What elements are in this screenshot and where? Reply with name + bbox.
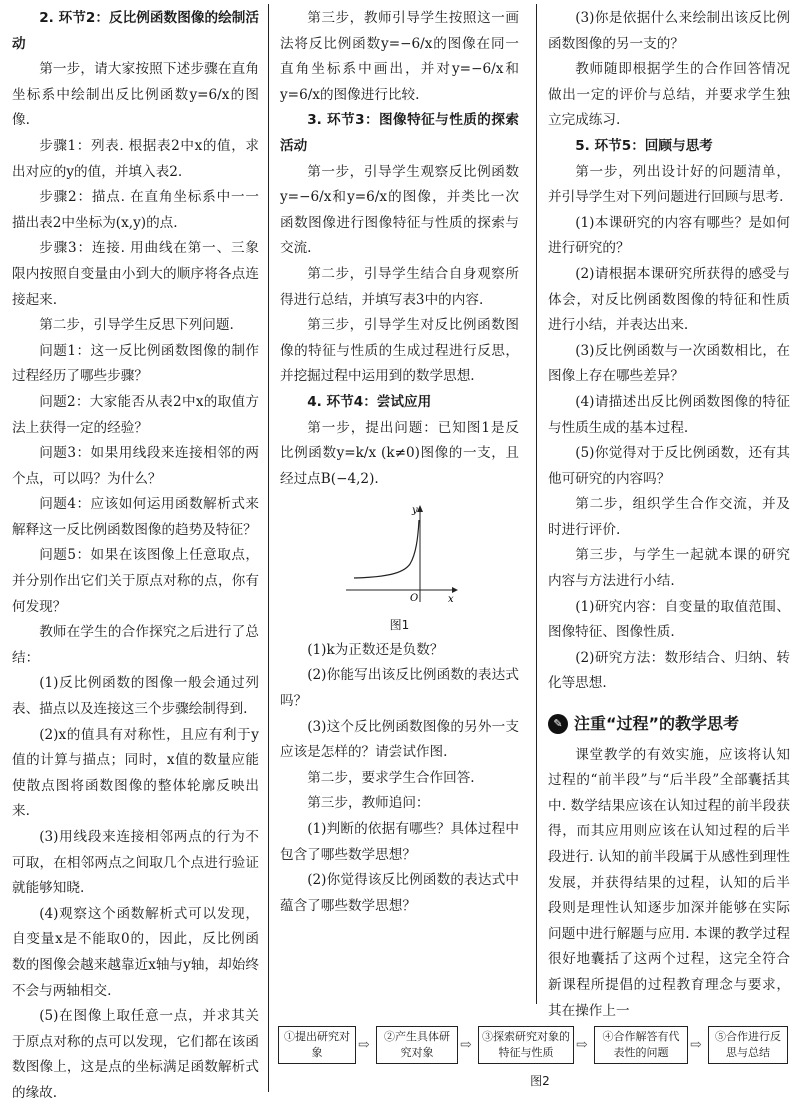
paragraph: 课堂教学的有效实施，应该将认知过程的“前半段”与“后半段”全部囊括其中. 数学结果应该在认知过程的前半段获得，而其应用则应该在认知过程的后半段进行. 认知的前半段属于从感性到理性发展，并获得结果的过程，认知的后半段则是理性认知逐步加深并能够在实际问题中进行解题与应用. 本课的教学过程很好地囊括了这两个过程，这完全符合新课程所提倡的过程教育理念与要求，其在操作上一: [548, 746, 790, 1019]
section-heading-text: 注重“过程”的教学思考: [574, 714, 740, 734]
subsection-heading: 3. 环节3：图像特征与性质的探索活动: [280, 112, 519, 154]
paragraph: 第三步，教师引导学生按照这一画法将反比例函数y=−6/x的图像在同一直角坐标系中画出，并对y=−6/x和y=6/x的图像进行比较.: [280, 10, 519, 103]
flow-step-1: ①提出研究对象: [278, 1026, 356, 1064]
paragraph: 第二步，要求学生合作回答.: [307, 769, 475, 786]
paragraph: 第二步，引导学生结合自身观察所得进行总结，并填写表3中的内容.: [280, 265, 519, 308]
paragraph: 第一步，请大家按照下述步骤在直角坐标系中绘制出反比例函数y=6/x的图像.: [12, 61, 259, 129]
paragraph: 问题1：这一反比例函数图像的制作过程经历了哪些步骤？: [12, 342, 259, 385]
paragraph: (2)你能写出该反比例函数的表达式吗？: [280, 667, 519, 710]
paragraph: 步骤2：描点. 在直角坐标系中一一描出表2中坐标为(x,y)的点.: [12, 189, 259, 231]
flow-step-2: ②产生具体研究对象: [376, 1026, 458, 1064]
paragraph: (3)用线段来连接相邻两点的行为不可取，在相邻两点之间取几个点进行验证就能够知晓.: [12, 829, 259, 897]
figure-1: [280, 498, 519, 634]
paragraph: (1)判断的依据有哪些？具体过程中包含了哪些数学思想？: [280, 821, 519, 863]
paragraph: 第三步，与学生一起就本课的研究内容与方法进行小结.: [548, 547, 790, 590]
hyperbola-graph: [340, 498, 460, 606]
section-heading: [548, 711, 790, 737]
paragraph: (5)在图像上取任意一点，并求其关于原点对称的点可以发现，它们都在该函数图像上，这是点的坐标满足函数解析式的缘故.: [12, 1008, 259, 1101]
flow-step-4: ④合作解答有代表性的问题: [594, 1026, 688, 1064]
paragraph: (1)k为正数还是负数？: [307, 641, 444, 658]
paragraph: 第二步，组织学生合作交流，并及时进行评价.: [548, 496, 790, 538]
flow-arrow-icon: ⇨: [576, 1037, 588, 1053]
column-divider-right: [536, 4, 537, 1004]
paragraph: (1)研究内容：自变量的取值范围、图像特征、图像性质.: [548, 598, 790, 641]
paragraph: (2)你觉得该反比例函数的表达式中蕴含了哪些数学思想？: [280, 872, 519, 914]
figure-1-caption: 图1: [389, 617, 410, 632]
paragraph: (4)观察这个函数解析式可以发现，自变量x是不能取0的，因此，反比例函数的图像会越来越靠近x轴与y轴，却始终不会与两轴相交.: [12, 905, 259, 999]
origin-label: O: [409, 593, 418, 605]
paragraph: 问题3：如果用线段来连接相邻的两个点，可以吗？为什么？: [12, 445, 259, 487]
paragraph: (3)这个反比例函数图像的另外一支应该是怎样的？请尝试作图.: [280, 718, 519, 761]
paragraph: 问题2：大家能否从表2中x的取值方法上获得一定的经验？: [12, 393, 259, 436]
paragraph: 第一步，引导学生观察反比例函数y=−6/x和y=6/x的图像，并类比一次函数图像进行图像特征与性质的探索与交流.: [280, 163, 519, 257]
subsection-heading: 2. 环节2：反比例函数图像的绘制活动: [12, 10, 259, 52]
paragraph: (3)你是依据什么来绘制出该反比例函数图像的另一支的？: [548, 10, 790, 52]
paragraph: 步骤3：连接. 用曲线在第一、三象限内按照自变量由小到大的顺序将各点连接起来.: [12, 240, 259, 308]
paragraph: 第一步，列出设计好的问题清单，并引导学生对下列问题进行回顾与思考.: [548, 163, 790, 206]
y-axis-label: y: [411, 505, 418, 517]
paragraph: (5)你觉得对于反比例函数，还有其他可研究的内容吗？: [548, 445, 790, 487]
flow-arrow-icon: ⇨: [358, 1037, 370, 1053]
paragraph: 问题5：如果在该图像上任意取点，并分别作出它们关于原点对称的点，你有何发现？: [12, 547, 259, 615]
paragraph: 第三步，引导学生对反比例函数图像的特征与性质的生成过程进行反思，并挖掘过程中运用到的数学思想.: [280, 317, 519, 385]
paragraph: 第三步，教师追问：: [307, 795, 430, 812]
paragraph: 教师在学生的合作探究之后进行了总结：: [12, 624, 259, 666]
text-column-3: [548, 6, 790, 1024]
paragraph: 第二步，引导学生反思下列问题.: [39, 317, 234, 334]
flow-step-3: ③探索研究对象的特征与性质: [478, 1026, 574, 1064]
subsection-heading: 5. 环节5：回顾与思考: [575, 137, 713, 154]
paragraph: 问题4：应该如何运用函数解析式来解释这一反比例函数图像的趋势及特征？: [12, 496, 259, 538]
paragraph: (2)请根据本课研究所获得的感受与体会，对反比例函数图像的特征和性质进行小结，并表达出来.: [548, 265, 790, 334]
paragraph: 教师随即根据学生的合作回答情况做出一定的评价与总结，并要求学生独立完成练习.: [548, 61, 790, 129]
paragraph: 步骤1：列表. 根据表2中x的值，求出对应的y的值，并填入表2.: [12, 137, 259, 180]
text-column-2: [280, 6, 519, 919]
subsection-heading: 4. 环节4：尝试应用: [307, 393, 432, 410]
paragraph: (4)请描述出反比例函数图像的特征与性质生成的基本过程.: [548, 393, 790, 436]
flow-step-5: ⑤合作进行反思与总结: [708, 1026, 788, 1064]
paragraph: (1)本课研究的内容有哪些？是如何进行研究的？: [548, 214, 790, 257]
process-flowchart: [278, 1022, 790, 1068]
text-column-1: [12, 6, 259, 1107]
section-badge-icon: ✎: [548, 714, 568, 734]
paragraph: 第一步，提出问题：已知图1是反比例函数y=k/x (k≠0)图像的一支，且经过点B(−4,2).: [280, 419, 519, 487]
figure-2-caption: 图2: [530, 1074, 550, 1088]
flow-arrow-icon: ⇨: [460, 1037, 472, 1053]
column-divider-left: [268, 4, 269, 1092]
flow-arrow-icon: ⇨: [690, 1037, 702, 1053]
paragraph: (2)研究方法：数形结合、归纳、转化等思想.: [548, 649, 790, 692]
paragraph: (1)反比例函数的图像一般会通过列表、描点以及连接这三个步骤绘制得到.: [12, 675, 259, 718]
paragraph: (3)反比例函数与一次函数相比，在图像上存在哪些差异？: [548, 342, 790, 385]
paragraph: (2)x的值具有对称性，且应有利于y值的计算与描点；同时，x值的数量应能使散点图将函数图像的整体轮廓反映出来.: [12, 726, 259, 820]
x-axis-label: x: [447, 594, 454, 606]
